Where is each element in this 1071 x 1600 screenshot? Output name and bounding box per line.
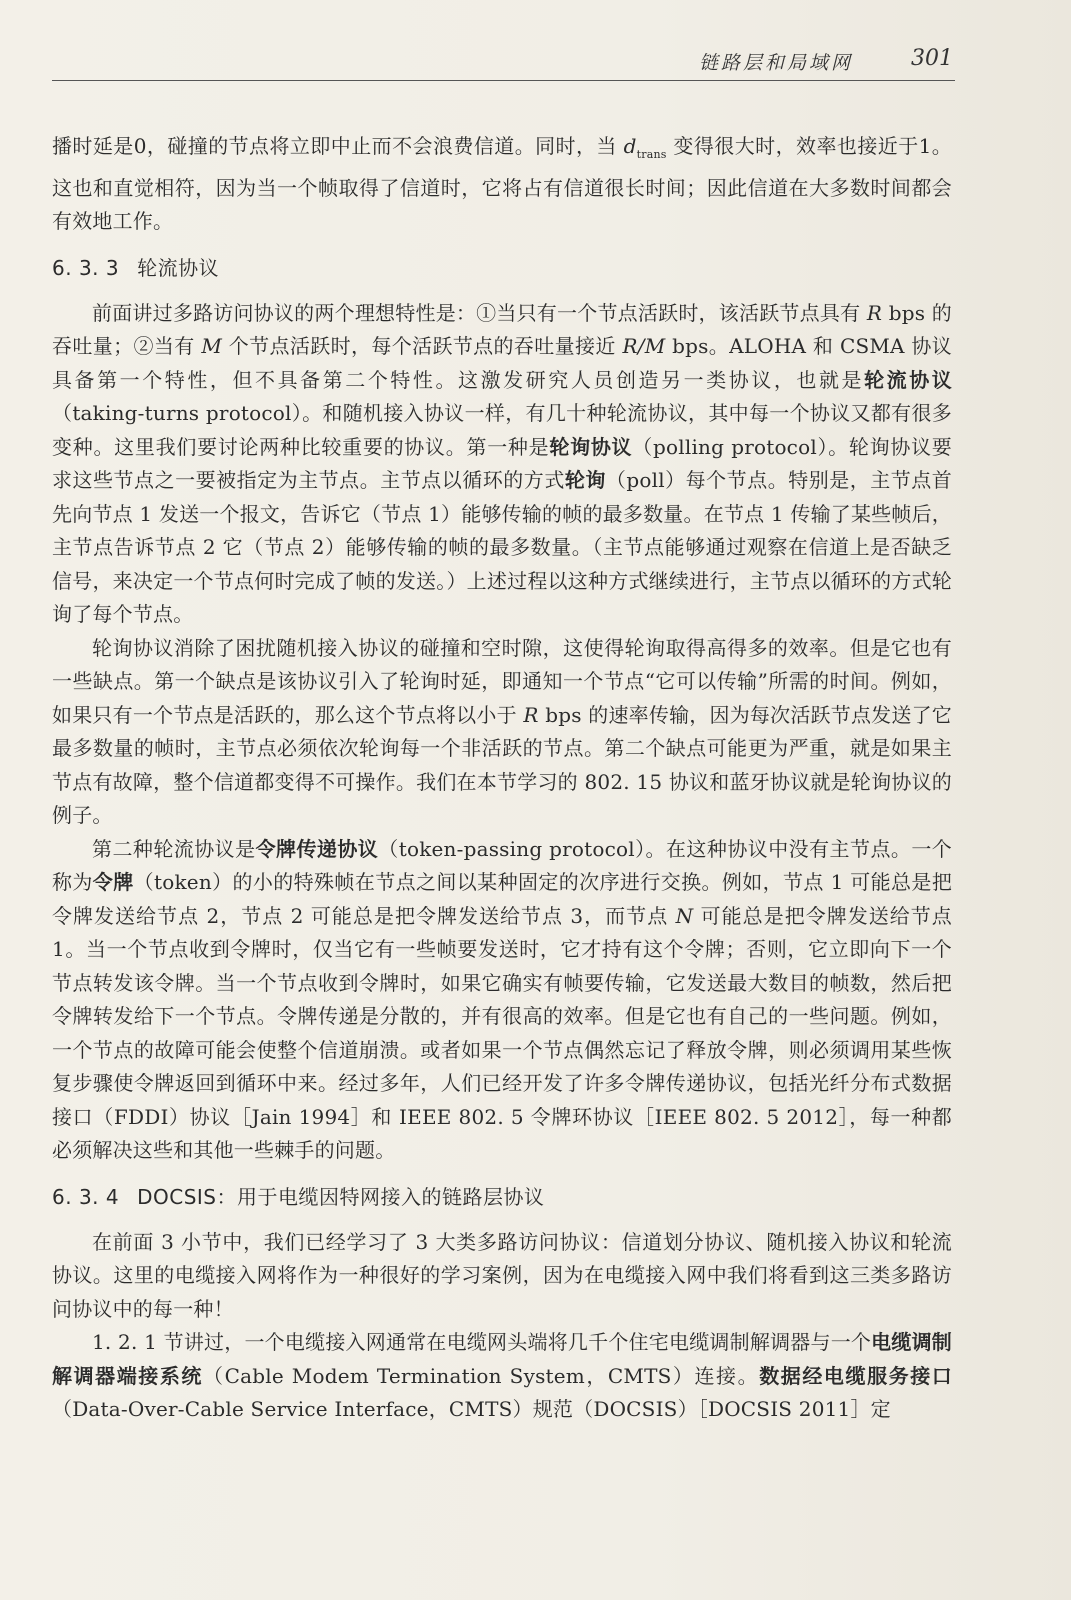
paragraph-4: 第二种轮流协议是令牌传递协议（token-passing protocol）。在这种协议中没有主节点。一个称为令牌（token）的小的特殊帧在节点之间以某种固定的次序进行交换。例如，节点 1 可能总是把令牌发送给节点 2，节点 2 可能总是把令牌发送给节点 3，而节点 N 可能总是把令牌发送给节点 1。当一个节点收到令牌时，仅当它有一些帧要发送时，它才持有这个令牌；否则，它立即向下一个节点转发该令牌。当一个节点收到令牌时，如果它确实有帧要传输，它发送最大数目的帧数，然后把令牌转发给下一个节点。令牌传递是分散的，并有很高的效率。但是它也有自己的一些问题。例如，一个节点的故障可能会使整个信道崩溃。或者如果一个节点偶然忘记了释放令牌，则必须调用某些恢复步骤使令牌返回到循环中来。经过多年，人们已经开发了许多令牌传递协议，包括光纤分布式数据接口（FDDI）协议［Jain 1994］和 IEEE 802. 5 令牌环协议［IEEE 802. 5 2012］，每一种都必须解决这些和其他一些棘手的问题。 [52,836,953,1162]
section-title: DOCSIS：用于电缆因特网接入的链路层协议 [137,1184,545,1209]
running-header [52,46,955,81]
section-number: 6. 3. 4 [52,1184,120,1209]
term-docsis: 数据经电缆服务接口 [759,1363,952,1388]
term-token-passing: 令牌传递协议 [255,836,379,861]
section-heading-6-3-3 [52,253,952,283]
term-cmts: 电缆调制解调器端接系统 [52,1330,952,1388]
term-taking-turns: 轮流协议 [864,367,952,392]
chapter-title: 链路层和局域网 [698,52,853,74]
page-body [52,130,952,1427]
paragraph-1: 播时延是0，碰撞的节点将立即中止而不会浪费信道。同时，当 $d_{trans}$ 变得很大时，效率也接近于1。这也和直觉相符，因为当一个帧取得了信道时，它将占有信道很长时间；因此信道在大多数时间都会有效地工作。 [52,134,952,233]
section-heading-6-3-4 [52,1182,952,1212]
section-number: 6. 3. 3 [52,255,120,280]
term-poll: 轮询 [564,468,606,492]
paragraph-6: 1. 2. 1 节讲过，一个电缆接入网通常在电缆网头端将几千个住宅电缆调制解调器与一个电缆调制解调器端接系统（Cable Modem Termination System，CMTS）连接。数据经电缆服务接口（Data-Over-Cable Service Interface，CMTS）规范（DOCSIS）［DOCSIS 2011］定 [52,1330,952,1421]
term-token: 令牌 [92,870,134,894]
paragraph-3: 轮询协议消除了困扰随机接入协议的碰撞和空时隙，这使得轮询取得高得多的效率。但是它也有一些缺点。第一个缺点是该协议引入了轮询时延，即通知一个节点“它可以传输”所需的时间。例如，如果只有一个节点是活跃的，那么这个节点将以小于 R bps 的速率传输，因为每次活跃节点发送了它最多数量的帧时，主节点必须依次轮询每一个非活跃的节点。第二个缺点可能更为严重，就是如果主节点有故障，整个信道都变得不可操作。我们在本节学习的 802. 15 协议和蓝牙协议就是轮询协议的例子。 [52,635,952,827]
term-polling-protocol: 轮询协议 [549,434,633,459]
section-title: 轮流协议 [137,255,220,280]
page-number: 301 [911,46,953,71]
paragraph-5: 在前面 3 小节中，我们已经学习了 3 大类多路访问协议：信道划分协议、随机接入协议和轮流协议。这里的电缆接入网将作为一种很好的学习案例，因为在电缆接入网中我们将看到这三类多路访问协议中的每一种！ [52,1229,952,1321]
paragraph-2: 前面讲过多路访问协议的两个理想特性是：①当只有一个节点活跃时，该活跃节点具有 R bps 的吞吐量；②当有 M 个节点活跃时，每个活跃节点的吞吐量接近 R/M bps。ALOHA 和 CSMA 协议具备第一个特性，但不具备第二个特性。这激发研究人员创造另一类协议，也就是轮流协议（taking-turns protocol）。和随机接入协议一样，有几十种轮流协议，其中每一个协议又都有很多变种。这里我们要讨论两种比较重要的协议。第一种是轮询协议（polling protocol）。轮询协议要求这些节点之一要被指定为主节点。主节点以循环的方式轮询（poll）每个节点。特别是，主节点首先向节点 1 发送一个报文，告诉它（节点 1）能够传输的帧的最多数量。在节点 1 传输了某些帧后，主节点告诉节点 2 它（节点 2）能够传输的帧的最多数量。（主节点能够通过观察在信道上是否缺乏信号，来决定一个节点何时完成了帧的发送。）上述过程以这种方式继续进行，主节点以循环的方式轮询了每个节点。 [52,300,953,626]
